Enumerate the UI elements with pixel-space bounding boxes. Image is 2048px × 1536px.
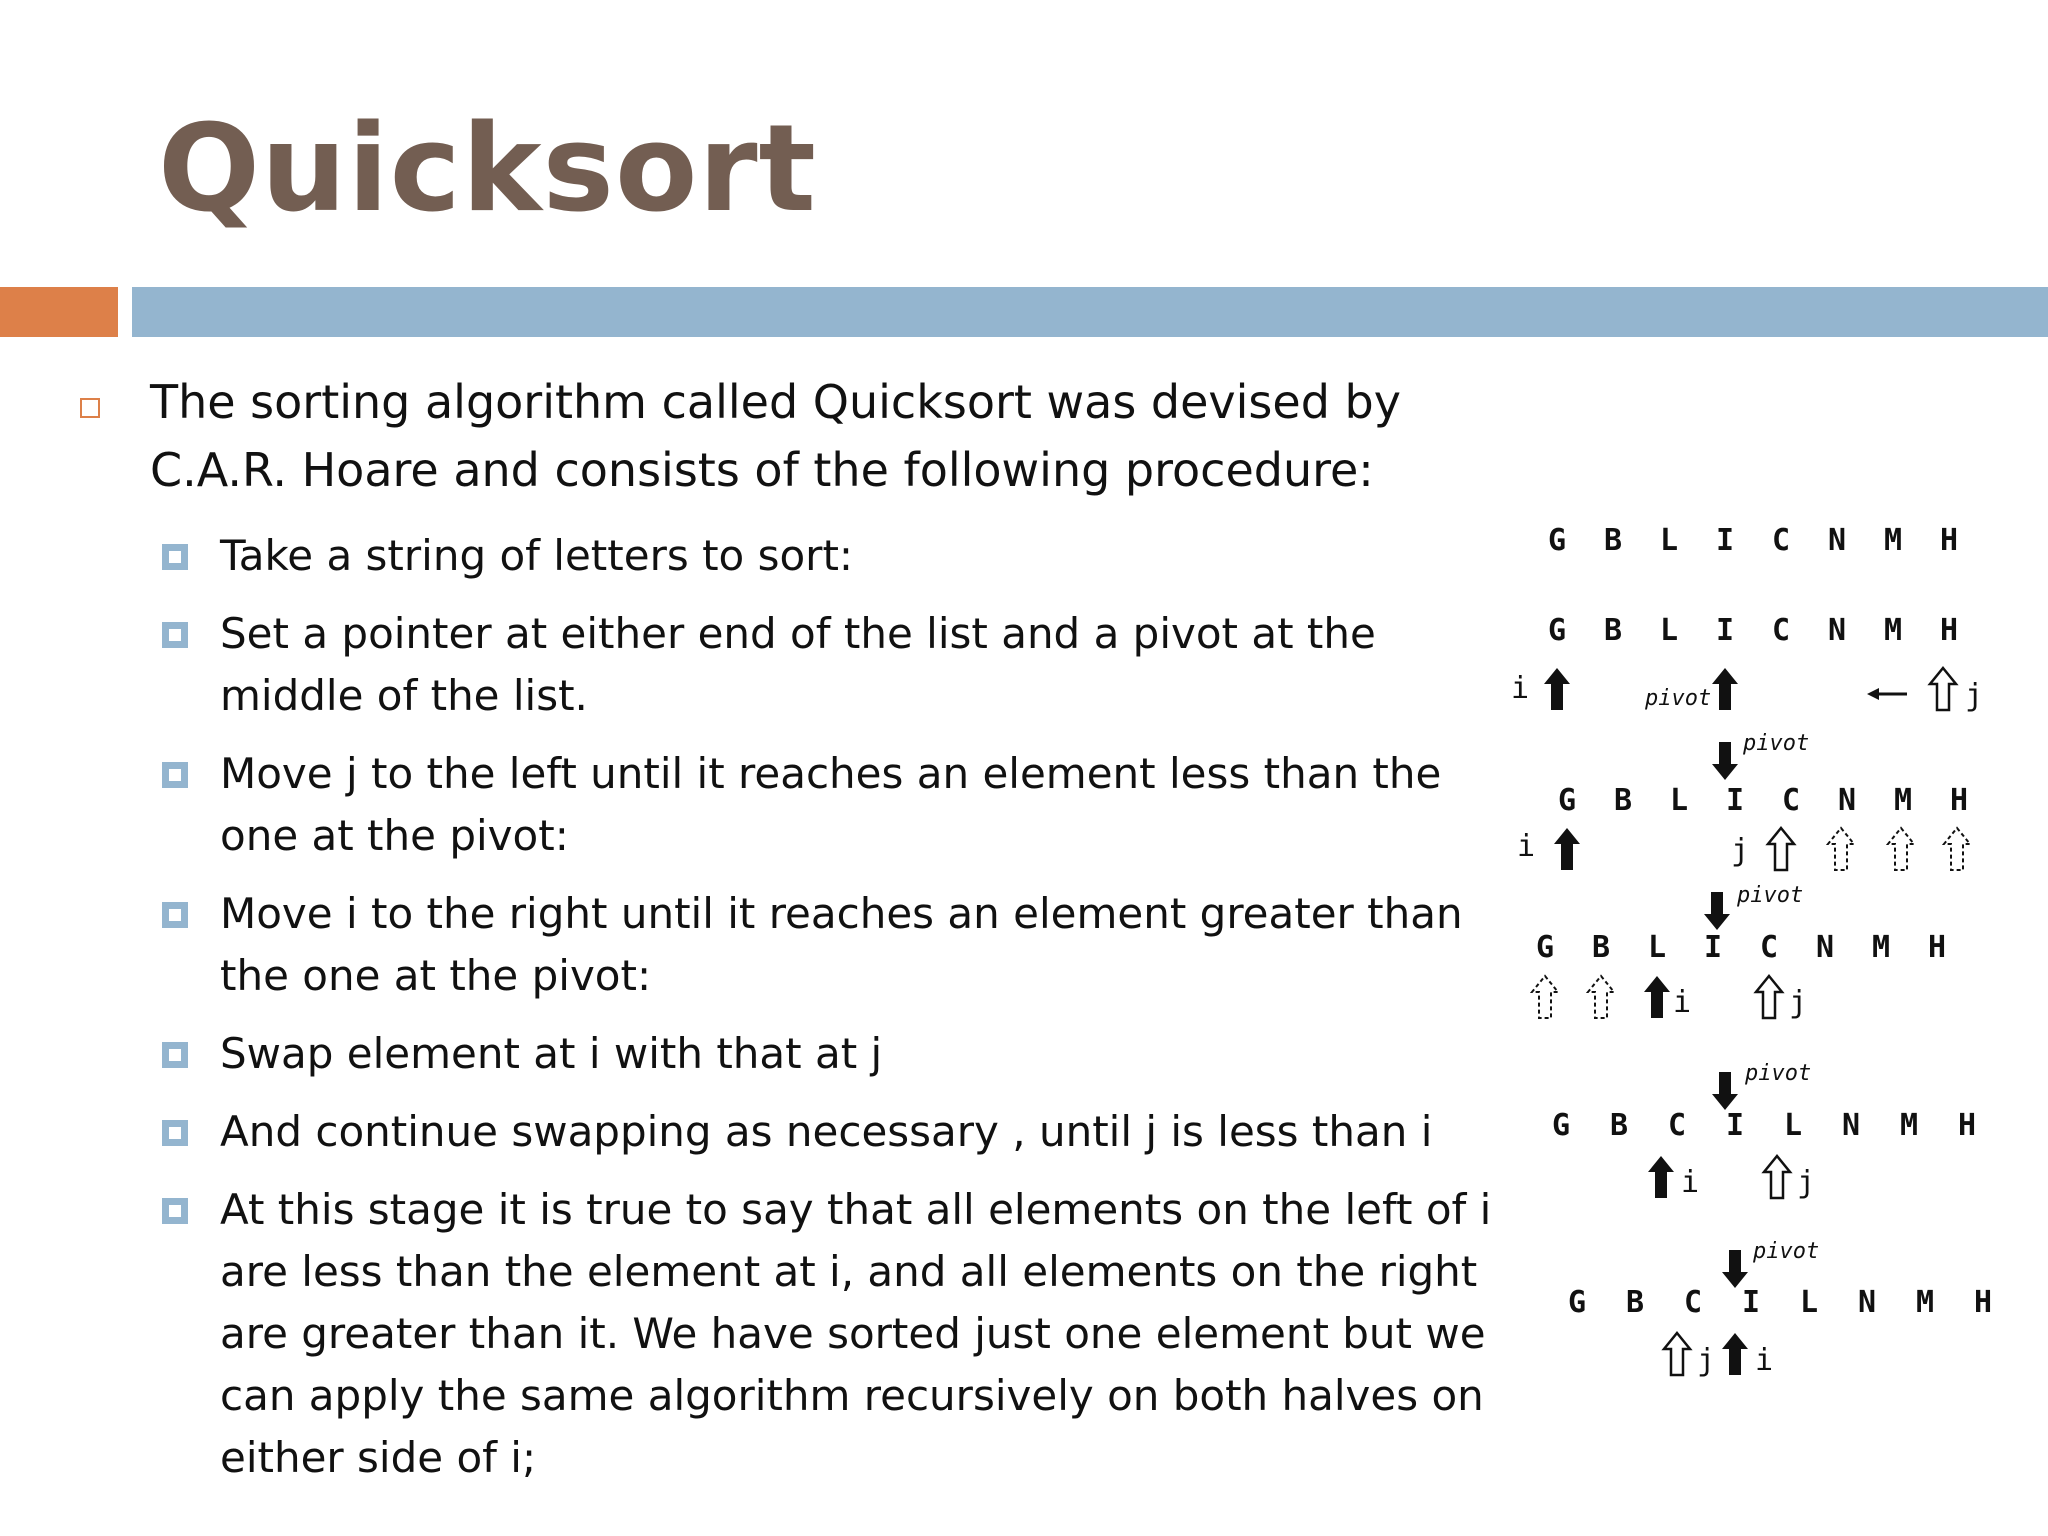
arrow-up-dashed-icon xyxy=(1944,828,1970,870)
pointer-j-label: j xyxy=(1731,833,1750,868)
arrow-up-hollow-icon xyxy=(1764,1156,1790,1198)
diagram-letter: G xyxy=(1547,613,1567,648)
diagram-letter: N xyxy=(1837,783,1857,818)
diagram-letter: L xyxy=(1669,783,1689,818)
diagram-letter: M xyxy=(1883,613,1903,648)
diagram-letter: L xyxy=(1659,523,1679,558)
diagram-letter: I xyxy=(1703,930,1723,965)
pointer-i-label: i xyxy=(1681,1165,1700,1200)
arrow-up-hollow-icon xyxy=(1664,1333,1690,1375)
step-7: At this stage it is true to say that all elements on the left of i are less than the element at i, and all elements on the right are greater than it. We have sorted just one element but we can apply the same algorithm recursively on both halves on either side of i; xyxy=(220,1185,1492,1482)
diagram-letter: G xyxy=(1551,1108,1571,1143)
sub-bullet-icon xyxy=(162,1042,188,1068)
sub-bullet-icon xyxy=(162,1198,188,1224)
arrow-up-dashed-icon xyxy=(1888,828,1914,870)
sub-bullet-icon xyxy=(162,622,188,648)
pivot-label: pivot xyxy=(1737,883,1804,908)
diagram-letter: B xyxy=(1603,523,1623,558)
step-1: Take a string of letters to sort: xyxy=(220,531,854,580)
diagram-letter: L xyxy=(1799,1285,1819,1320)
diagram-letter: H xyxy=(1939,523,1959,558)
slide-title: Quicksort xyxy=(158,100,817,239)
diagram-letter: M xyxy=(1915,1285,1935,1320)
pointer-j-label: j xyxy=(1965,678,1984,713)
arrow-up-solid-icon xyxy=(1544,668,1570,710)
diagram-letter: I xyxy=(1715,613,1735,648)
diagram-letter: C xyxy=(1781,783,1801,818)
diagram-letter: B xyxy=(1591,930,1611,965)
diagram-letter: H xyxy=(1973,1285,1993,1320)
pointer-j-label: j xyxy=(1697,1343,1716,1378)
diagram-letter: H xyxy=(1957,1108,1977,1143)
diagram-letter: I xyxy=(1715,523,1735,558)
diagram-letter: N xyxy=(1841,1108,1861,1143)
arrow-down-pivot-icon xyxy=(1712,742,1738,780)
diagram-letter: B xyxy=(1609,1108,1629,1143)
diagram-letter: N xyxy=(1815,930,1835,965)
sub-bullet-icon xyxy=(162,544,188,570)
step-5: Swap element at i with that at j xyxy=(220,1029,883,1078)
diagram-letter: B xyxy=(1603,613,1623,648)
sub-bullet-icon xyxy=(162,1120,188,1146)
pointer-j-label: j xyxy=(1797,1165,1816,1200)
diagram-letter: M xyxy=(1893,783,1913,818)
diagram-letter: M xyxy=(1899,1108,1919,1143)
accent-bar-blue xyxy=(132,287,2048,337)
arrow-up-solid-icon xyxy=(1648,1156,1674,1198)
quicksort-diagram xyxy=(1495,510,2015,1390)
diagram-letter: H xyxy=(1939,613,1959,648)
arrow-up-dashed-icon xyxy=(1828,828,1854,870)
pivot-label: pivot xyxy=(1745,1061,1812,1086)
diagram-letter: I xyxy=(1725,783,1745,818)
step-3: Move j to the left until it reaches an element less than the one at the pivot: xyxy=(220,749,1442,860)
accent-bar-orange xyxy=(0,287,118,337)
diagram-letter: H xyxy=(1949,783,1969,818)
arrow-up-solid-icon xyxy=(1644,976,1670,1018)
pointer-i-label: i xyxy=(1755,1343,1774,1378)
pivot-label: pivot xyxy=(1743,731,1810,756)
arrow-up-solid-icon xyxy=(1722,1333,1748,1375)
diagram-letter: C xyxy=(1683,1285,1703,1320)
bullet-square-icon xyxy=(80,398,100,418)
arrow-up-dashed-icon xyxy=(1532,976,1558,1018)
diagram-letter: N xyxy=(1827,523,1847,558)
arrow-up-dashed-icon xyxy=(1588,976,1614,1018)
arrow-down-pivot-icon xyxy=(1704,892,1730,930)
arrow-up-hollow-icon xyxy=(1756,976,1782,1018)
diagram-letter: L xyxy=(1783,1108,1803,1143)
diagram-letter: G xyxy=(1557,783,1577,818)
arrowhead-left-icon xyxy=(1867,688,1879,700)
arrow-up-hollow-icon xyxy=(1930,668,1956,710)
diagram-letter: M xyxy=(1883,523,1903,558)
diagram-letter: N xyxy=(1827,613,1847,648)
diagram-letter: I xyxy=(1725,1108,1745,1143)
intro-text: The sorting algorithm called Quicksort was devised by C.A.R. Hoare and consists of the following procedure: xyxy=(150,375,1401,497)
pivot-label: pivot xyxy=(1645,686,1712,711)
diagram-letter: I xyxy=(1741,1285,1761,1320)
diagram-letter: C xyxy=(1771,613,1791,648)
step-6: And continue swapping as necessary , until j is less than i xyxy=(220,1107,1433,1156)
diagram-letter: C xyxy=(1759,930,1779,965)
step-4: Move i to the right until it reaches an element greater than the one at the pivot: xyxy=(220,889,1463,1000)
diagram-letter: L xyxy=(1659,613,1679,648)
pointer-j-label: j xyxy=(1789,985,1808,1020)
arrow-up-hollow-icon xyxy=(1768,828,1794,870)
diagram-letter: G xyxy=(1567,1285,1587,1320)
pointer-i-label: i xyxy=(1517,829,1536,864)
diagram-letter: C xyxy=(1667,1108,1687,1143)
pointer-i-label: i xyxy=(1511,671,1530,706)
diagram-letter: N xyxy=(1857,1285,1877,1320)
diagram-letter: M xyxy=(1871,930,1891,965)
diagram-letter: H xyxy=(1927,930,1947,965)
arrow-down-pivot-icon xyxy=(1712,1072,1738,1110)
arrow-up-solid-icon xyxy=(1712,668,1738,710)
step-2: Set a pointer at either end of the list and a pivot at the middle of the list. xyxy=(220,609,1376,720)
pointer-i-label: i xyxy=(1673,985,1692,1020)
diagram-letter: B xyxy=(1613,783,1633,818)
diagram-letter: L xyxy=(1647,930,1667,965)
pivot-label: pivot xyxy=(1753,1239,1820,1264)
arrow-up-solid-icon xyxy=(1554,828,1580,870)
diagram-letter: B xyxy=(1625,1285,1645,1320)
diagram-letter: C xyxy=(1771,523,1791,558)
arrow-down-pivot-icon xyxy=(1722,1250,1748,1288)
sub-bullet-icon xyxy=(162,902,188,928)
sub-bullet-icon xyxy=(162,762,188,788)
diagram-letter: G xyxy=(1535,930,1555,965)
diagram-letter: G xyxy=(1547,523,1567,558)
